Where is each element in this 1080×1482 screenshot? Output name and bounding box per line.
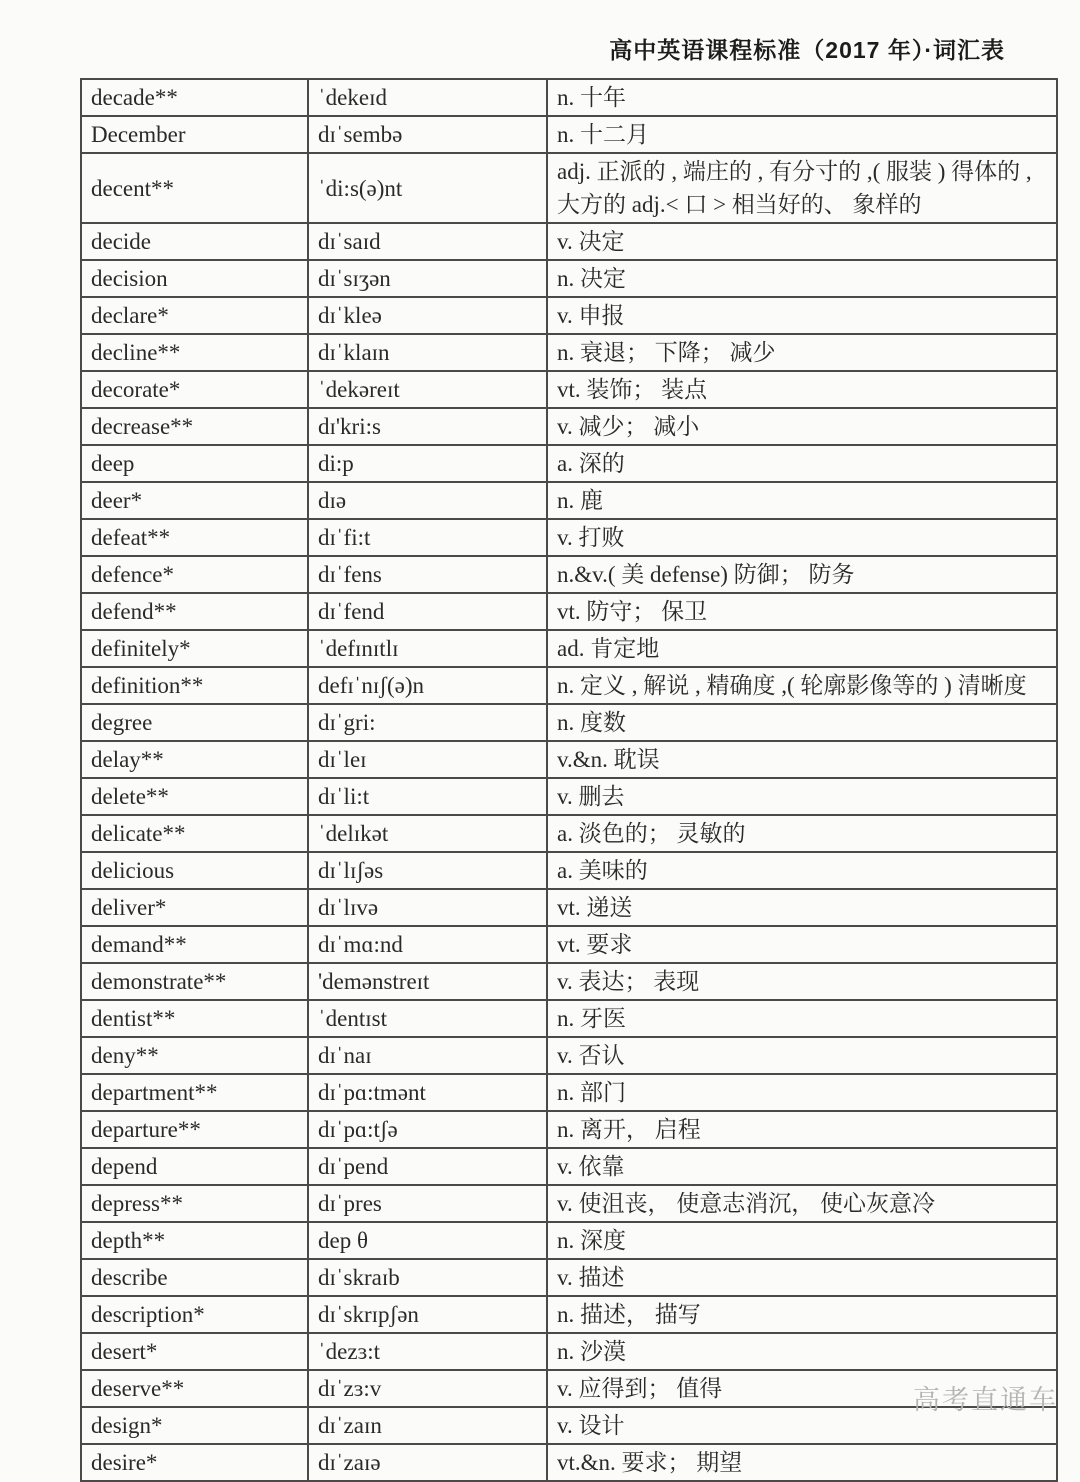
cell-word: deep <box>81 445 308 482</box>
cell-phonetic: dɪˈfens <box>308 556 547 593</box>
cell-phonetic: dɪ'kri:s <box>308 408 547 445</box>
cell-meaning: ad. 肯定地 <box>547 630 1057 667</box>
cell-phonetic: dɪˈmɑ:nd <box>308 926 547 963</box>
cell-phonetic: dɪˈzɜ:v <box>308 1370 547 1407</box>
cell-word: decade** <box>81 79 308 116</box>
cell-word: declare* <box>81 297 308 334</box>
cell-word: decision <box>81 260 308 297</box>
cell-word: degree <box>81 704 308 741</box>
cell-meaning: vt. 递送 <box>547 889 1057 926</box>
cell-phonetic: dɪˈlɪʃəs <box>308 852 547 889</box>
watermark: 高考直通车 <box>913 1385 1058 1415</box>
table-row <box>81 1296 1057 1333</box>
cell-word: decline** <box>81 334 308 371</box>
cell-phonetic: dɪˈleɪ <box>308 741 547 778</box>
cell-meaning: adj. 正派的 , 端庄的 , 有分寸的 ,( 服装 ) 得体的 , 大方的 adj.< 口 > 相当好的、 象样的 <box>547 153 1057 223</box>
cell-phonetic: dɪˈzaɪə <box>308 1444 547 1481</box>
table-row <box>81 1185 1057 1222</box>
table-row <box>81 1370 1057 1407</box>
cell-meaning: v. 设计 <box>547 1407 1057 1444</box>
cell-meaning: v. 否认 <box>547 1037 1057 1074</box>
table-row <box>81 852 1057 889</box>
table-row <box>81 519 1057 556</box>
table-row <box>81 371 1057 408</box>
cell-word: desert* <box>81 1333 308 1370</box>
cell-phonetic: dɪˈfi:t <box>308 519 547 556</box>
table-row <box>81 926 1057 963</box>
cell-phonetic: dep θ <box>308 1222 547 1259</box>
table-row <box>81 1037 1057 1074</box>
cell-meaning: v. 描述 <box>547 1259 1057 1296</box>
cell-phonetic: ˈdefɪnɪtlɪ <box>308 630 547 667</box>
cell-word: description* <box>81 1296 308 1333</box>
cell-word: delay** <box>81 741 308 778</box>
cell-meaning: n.&v.( 美 defense) 防御； 防务 <box>547 556 1057 593</box>
cell-phonetic: defɪˈnɪʃ(ə)n <box>308 667 547 704</box>
cell-phonetic: dɪˈpres <box>308 1185 547 1222</box>
cell-word: demand** <box>81 926 308 963</box>
cell-phonetic: ˈdentɪst <box>308 1000 547 1037</box>
cell-phonetic: dɪˈgri: <box>308 704 547 741</box>
table-row <box>81 408 1057 445</box>
table-row <box>81 593 1057 630</box>
cell-phonetic: dɪˈzaɪn <box>308 1407 547 1444</box>
cell-meaning: v.&n. 耽误 <box>547 741 1057 778</box>
cell-word: depth** <box>81 1222 308 1259</box>
cell-meaning: v. 表达； 表现 <box>547 963 1057 1000</box>
cell-meaning: a. 淡色的； 灵敏的 <box>547 815 1057 852</box>
cell-phonetic: dɪˈskraɪb <box>308 1259 547 1296</box>
cell-word: dentist** <box>81 1000 308 1037</box>
cell-phonetic: dɪˈpɑ:tmənt <box>308 1074 547 1111</box>
table-row <box>81 445 1057 482</box>
table-row <box>81 153 1057 223</box>
cell-word: decorate* <box>81 371 308 408</box>
cell-meaning: v. 打败 <box>547 519 1057 556</box>
cell-meaning: a. 深的 <box>547 445 1057 482</box>
cell-meaning: n. 度数 <box>547 704 1057 741</box>
table-row <box>81 260 1057 297</box>
table-row <box>81 704 1057 741</box>
cell-word: department** <box>81 1074 308 1111</box>
cell-meaning: a. 美味的 <box>547 852 1057 889</box>
table-row <box>81 1222 1057 1259</box>
cell-phonetic: dɪˈli:t <box>308 778 547 815</box>
table-row <box>81 79 1057 116</box>
table-row <box>81 482 1057 519</box>
cell-phonetic: ˈdelɪkət <box>308 815 547 852</box>
cell-meaning: n. 十年 <box>547 79 1057 116</box>
cell-phonetic: dɪˈnaɪ <box>308 1037 547 1074</box>
cell-meaning: n. 部门 <box>547 1074 1057 1111</box>
cell-phonetic: dɪˈkleə <box>308 297 547 334</box>
cell-meaning: vt. 装饰； 装点 <box>547 371 1057 408</box>
cell-meaning: v. 申报 <box>547 297 1057 334</box>
cell-word: deliver* <box>81 889 308 926</box>
cell-word: decrease** <box>81 408 308 445</box>
cell-meaning: vt. 要求 <box>547 926 1057 963</box>
cell-meaning: n. 描述， 描写 <box>547 1296 1057 1333</box>
table-row <box>81 1407 1057 1444</box>
cell-meaning: vt. 防守； 保卫 <box>547 593 1057 630</box>
cell-meaning: n. 牙医 <box>547 1000 1057 1037</box>
cell-phonetic: di:p <box>308 445 547 482</box>
table-row <box>81 963 1057 1000</box>
cell-phonetic: dɪˈlɪvə <box>308 889 547 926</box>
cell-word: deer* <box>81 482 308 519</box>
cell-phonetic: dɪˈsaɪd <box>308 223 547 260</box>
cell-word: decide <box>81 223 308 260</box>
table-row <box>81 1333 1057 1370</box>
cell-word: departure** <box>81 1111 308 1148</box>
cell-phonetic: dɪˈsembə <box>308 116 547 153</box>
cell-meaning: v. 决定 <box>547 223 1057 260</box>
cell-word: defence* <box>81 556 308 593</box>
table-row <box>81 630 1057 667</box>
table-row <box>81 741 1057 778</box>
cell-meaning: v. 使沮丧， 使意志消沉， 使心灰意冷 <box>547 1185 1057 1222</box>
table-row <box>81 1444 1057 1481</box>
cell-meaning: n. 十二月 <box>547 116 1057 153</box>
cell-phonetic: 'demənstreɪt <box>308 963 547 1000</box>
cell-word: design* <box>81 1407 308 1444</box>
table-row <box>81 556 1057 593</box>
cell-word: deny** <box>81 1037 308 1074</box>
cell-phonetic: dɪˈpɑ:tʃə <box>308 1111 547 1148</box>
cell-phonetic: dɪˈklaɪn <box>308 334 547 371</box>
cell-meaning: v. 依靠 <box>547 1148 1057 1185</box>
table-row <box>81 667 1057 704</box>
cell-word: defeat** <box>81 519 308 556</box>
cell-meaning: n. 离开， 启程 <box>547 1111 1057 1148</box>
cell-meaning: n. 定义 , 解说 , 精确度 ,( 轮廓影像等的 ) 清晰度 <box>547 667 1057 704</box>
cell-meaning: v. 应得到； 值得 <box>547 1370 1057 1407</box>
cell-word: depend <box>81 1148 308 1185</box>
cell-phonetic: ˈdi:s(ə)nt <box>308 153 547 223</box>
table-row <box>81 334 1057 371</box>
table-row <box>81 1259 1057 1296</box>
cell-meaning: n. 深度 <box>547 1222 1057 1259</box>
cell-word: describe <box>81 1259 308 1296</box>
vocab-table <box>80 78 1058 1482</box>
cell-meaning: n. 鹿 <box>547 482 1057 519</box>
cell-phonetic: dɪə <box>308 482 547 519</box>
cell-meaning: vt.&n. 要求； 期望 <box>547 1444 1057 1481</box>
cell-phonetic: dɪˈpend <box>308 1148 547 1185</box>
cell-word: delicious <box>81 852 308 889</box>
cell-phonetic: dɪˈfend <box>308 593 547 630</box>
cell-word: delicate** <box>81 815 308 852</box>
table-row <box>81 116 1057 153</box>
cell-word: delete** <box>81 778 308 815</box>
table-row <box>81 297 1057 334</box>
cell-phonetic: ˈdekəreɪt <box>308 371 547 408</box>
cell-meaning: n. 沙漠 <box>547 1333 1057 1370</box>
cell-meaning: n. 决定 <box>547 260 1057 297</box>
table-row <box>81 1111 1057 1148</box>
cell-meaning: v. 减少； 减小 <box>547 408 1057 445</box>
cell-word: demonstrate** <box>81 963 308 1000</box>
table-row <box>81 889 1057 926</box>
cell-word: defend** <box>81 593 308 630</box>
cell-meaning: n. 衰退； 下降； 减少 <box>547 334 1057 371</box>
table-row <box>81 778 1057 815</box>
cell-phonetic: ˈdekeɪd <box>308 79 547 116</box>
cell-phonetic: dɪˈsɪʒən <box>308 260 547 297</box>
cell-word: definition** <box>81 667 308 704</box>
cell-word: December <box>81 116 308 153</box>
page-title: 高中英语课程标准（2017 年）·词汇表 <box>609 37 1005 63</box>
cell-word: desire* <box>81 1444 308 1481</box>
table-row <box>81 223 1057 260</box>
vocab-table-body <box>81 79 1057 1481</box>
table-row <box>81 815 1057 852</box>
cell-word: definitely* <box>81 630 308 667</box>
cell-word: depress** <box>81 1185 308 1222</box>
table-row <box>81 1148 1057 1185</box>
cell-word: decent** <box>81 153 308 223</box>
table-row <box>81 1074 1057 1111</box>
cell-word: deserve** <box>81 1370 308 1407</box>
table-row <box>81 1000 1057 1037</box>
cell-phonetic: ˈdezɜ:t <box>308 1333 547 1370</box>
cell-phonetic: dɪˈskrɪpʃən <box>308 1296 547 1333</box>
cell-meaning: v. 删去 <box>547 778 1057 815</box>
